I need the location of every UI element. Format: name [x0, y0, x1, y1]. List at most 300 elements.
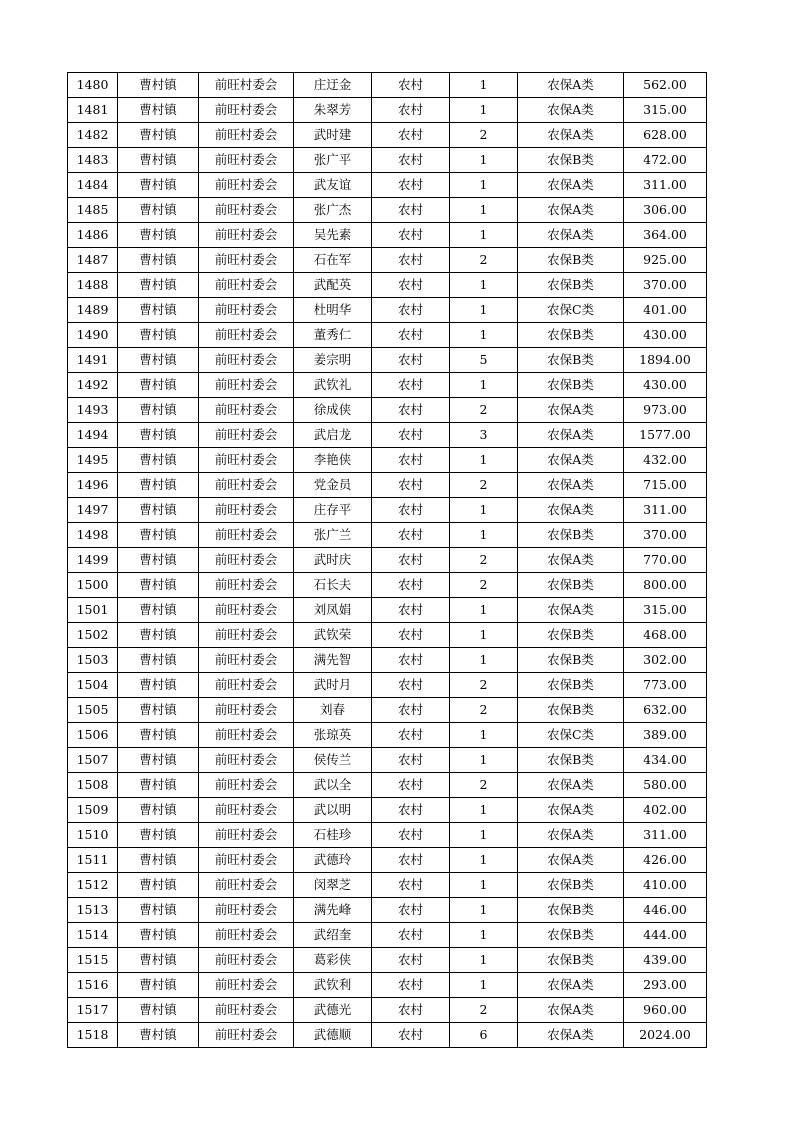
table-row — [68, 573, 707, 598]
name-cell: 闵翠芝 — [294, 873, 372, 898]
insurance-category-cell: 农保A类 — [518, 773, 624, 798]
member-count-cell: 1 — [450, 373, 518, 398]
row-number-cell: 1493 — [68, 398, 118, 423]
table-row — [68, 548, 707, 573]
table-row — [68, 823, 707, 848]
village-committee-cell: 前旺村委会 — [199, 148, 294, 173]
amount-cell: 1577.00 — [624, 423, 707, 448]
member-count-cell: 2 — [450, 998, 518, 1023]
name-cell: 刘凤娟 — [294, 598, 372, 623]
table-row — [68, 398, 707, 423]
village-committee-cell: 前旺村委会 — [199, 523, 294, 548]
village-committee-cell: 前旺村委会 — [199, 323, 294, 348]
amount-cell: 800.00 — [624, 573, 707, 598]
table-row — [68, 498, 707, 523]
town-cell: 曹村镇 — [118, 798, 199, 823]
amount-cell: 632.00 — [624, 698, 707, 723]
name-cell: 张广杰 — [294, 198, 372, 223]
row-number-cell: 1498 — [68, 523, 118, 548]
town-cell: 曹村镇 — [118, 148, 199, 173]
member-count-cell: 1 — [450, 748, 518, 773]
village-committee-cell: 前旺村委会 — [199, 698, 294, 723]
table-row — [68, 848, 707, 873]
insurance-category-cell: 农保B类 — [518, 898, 624, 923]
household-type-cell: 农村 — [372, 373, 450, 398]
member-count-cell: 1 — [450, 198, 518, 223]
member-count-cell: 1 — [450, 923, 518, 948]
insurance-category-cell: 农保A类 — [518, 223, 624, 248]
village-committee-cell: 前旺村委会 — [199, 548, 294, 573]
table-row — [68, 373, 707, 398]
row-number-cell: 1509 — [68, 798, 118, 823]
household-type-cell: 农村 — [372, 198, 450, 223]
member-count-cell: 1 — [450, 273, 518, 298]
household-type-cell: 农村 — [372, 423, 450, 448]
name-cell: 刘春 — [294, 698, 372, 723]
row-number-cell: 1500 — [68, 573, 118, 598]
member-count-cell: 5 — [450, 348, 518, 373]
household-type-cell: 农村 — [372, 973, 450, 998]
name-cell: 武配英 — [294, 273, 372, 298]
amount-cell: 562.00 — [624, 73, 707, 98]
village-committee-cell: 前旺村委会 — [199, 473, 294, 498]
insurance-category-cell: 农保A类 — [518, 598, 624, 623]
town-cell: 曹村镇 — [118, 573, 199, 598]
town-cell: 曹村镇 — [118, 223, 199, 248]
member-count-cell: 1 — [450, 973, 518, 998]
row-number-cell: 1510 — [68, 823, 118, 848]
village-committee-cell: 前旺村委会 — [199, 673, 294, 698]
insurance-category-cell: 农保A类 — [518, 998, 624, 1023]
household-type-cell: 农村 — [372, 473, 450, 498]
amount-cell: 401.00 — [624, 298, 707, 323]
allowance-table — [67, 72, 707, 1048]
insurance-category-cell: 农保B类 — [518, 323, 624, 348]
household-type-cell: 农村 — [372, 848, 450, 873]
village-committee-cell: 前旺村委会 — [199, 498, 294, 523]
village-committee-cell: 前旺村委会 — [199, 748, 294, 773]
amount-cell: 430.00 — [624, 323, 707, 348]
town-cell: 曹村镇 — [118, 448, 199, 473]
household-type-cell: 农村 — [372, 173, 450, 198]
insurance-category-cell: 农保B类 — [518, 673, 624, 698]
household-type-cell: 农村 — [372, 248, 450, 273]
town-cell: 曹村镇 — [118, 98, 199, 123]
household-type-cell: 农村 — [372, 498, 450, 523]
insurance-category-cell: 农保B类 — [518, 523, 624, 548]
table-row — [68, 248, 707, 273]
row-number-cell: 1503 — [68, 648, 118, 673]
insurance-category-cell: 农保B类 — [518, 573, 624, 598]
household-type-cell: 农村 — [372, 523, 450, 548]
town-cell: 曹村镇 — [118, 423, 199, 448]
row-number-cell: 1482 — [68, 123, 118, 148]
amount-cell: 973.00 — [624, 398, 707, 423]
name-cell: 朱翠芳 — [294, 98, 372, 123]
insurance-category-cell: 农保A类 — [518, 548, 624, 573]
member-count-cell: 2 — [450, 698, 518, 723]
household-type-cell: 农村 — [372, 98, 450, 123]
household-type-cell: 农村 — [372, 648, 450, 673]
member-count-cell: 2 — [450, 548, 518, 573]
household-type-cell: 农村 — [372, 598, 450, 623]
household-type-cell: 农村 — [372, 948, 450, 973]
row-number-cell: 1480 — [68, 73, 118, 98]
amount-cell: 402.00 — [624, 798, 707, 823]
table-row — [68, 1023, 707, 1048]
member-count-cell: 1 — [450, 223, 518, 248]
row-number-cell: 1512 — [68, 873, 118, 898]
town-cell: 曹村镇 — [118, 373, 199, 398]
town-cell: 曹村镇 — [118, 523, 199, 548]
name-cell: 侯传兰 — [294, 748, 372, 773]
name-cell: 张广平 — [294, 148, 372, 173]
row-number-cell: 1481 — [68, 98, 118, 123]
amount-cell: 925.00 — [624, 248, 707, 273]
amount-cell: 311.00 — [624, 173, 707, 198]
village-committee-cell: 前旺村委会 — [199, 998, 294, 1023]
insurance-category-cell: 农保B类 — [518, 648, 624, 673]
row-number-cell: 1486 — [68, 223, 118, 248]
row-number-cell: 1485 — [68, 198, 118, 223]
amount-cell: 426.00 — [624, 848, 707, 873]
household-type-cell: 农村 — [372, 773, 450, 798]
table-row — [68, 73, 707, 98]
member-count-cell: 1 — [450, 448, 518, 473]
village-committee-cell: 前旺村委会 — [199, 298, 294, 323]
insurance-category-cell: 农保A类 — [518, 448, 624, 473]
table-row — [68, 873, 707, 898]
insurance-category-cell: 农保B类 — [518, 348, 624, 373]
table-row — [68, 448, 707, 473]
insurance-category-cell: 农保A类 — [518, 123, 624, 148]
insurance-category-cell: 农保B类 — [518, 698, 624, 723]
member-count-cell: 2 — [450, 473, 518, 498]
household-type-cell: 农村 — [372, 873, 450, 898]
table-row — [68, 898, 707, 923]
name-cell: 满先峰 — [294, 898, 372, 923]
amount-cell: 770.00 — [624, 548, 707, 573]
row-number-cell: 1484 — [68, 173, 118, 198]
member-count-cell: 1 — [450, 73, 518, 98]
household-type-cell: 农村 — [372, 398, 450, 423]
town-cell: 曹村镇 — [118, 873, 199, 898]
member-count-cell: 6 — [450, 1023, 518, 1048]
household-type-cell: 农村 — [372, 73, 450, 98]
village-committee-cell: 前旺村委会 — [199, 773, 294, 798]
amount-cell: 389.00 — [624, 723, 707, 748]
row-number-cell: 1504 — [68, 673, 118, 698]
row-number-cell: 1490 — [68, 323, 118, 348]
name-cell: 武钦利 — [294, 973, 372, 998]
table-row — [68, 523, 707, 548]
insurance-category-cell: 农保A类 — [518, 73, 624, 98]
table-row — [68, 173, 707, 198]
town-cell: 曹村镇 — [118, 248, 199, 273]
table-row — [68, 923, 707, 948]
insurance-category-cell: 农保C类 — [518, 298, 624, 323]
table-row — [68, 148, 707, 173]
amount-cell: 315.00 — [624, 98, 707, 123]
name-cell: 武启龙 — [294, 423, 372, 448]
name-cell: 姜宗明 — [294, 348, 372, 373]
amount-cell: 444.00 — [624, 923, 707, 948]
row-number-cell: 1488 — [68, 273, 118, 298]
table-row — [68, 998, 707, 1023]
town-cell: 曹村镇 — [118, 348, 199, 373]
village-committee-cell: 前旺村委会 — [199, 248, 294, 273]
name-cell: 武时月 — [294, 673, 372, 698]
member-count-cell: 1 — [450, 723, 518, 748]
village-committee-cell: 前旺村委会 — [199, 973, 294, 998]
name-cell: 武德光 — [294, 998, 372, 1023]
table-row — [68, 323, 707, 348]
insurance-category-cell: 农保B类 — [518, 373, 624, 398]
amount-cell: 430.00 — [624, 373, 707, 398]
town-cell: 曹村镇 — [118, 673, 199, 698]
insurance-category-cell: 农保A类 — [518, 398, 624, 423]
village-committee-cell: 前旺村委会 — [199, 648, 294, 673]
household-type-cell: 农村 — [372, 148, 450, 173]
household-type-cell: 农村 — [372, 698, 450, 723]
amount-cell: 773.00 — [624, 673, 707, 698]
table-row — [68, 748, 707, 773]
name-cell: 武钦礼 — [294, 373, 372, 398]
member-count-cell: 1 — [450, 823, 518, 848]
insurance-category-cell: 农保A类 — [518, 1023, 624, 1048]
village-committee-cell: 前旺村委会 — [199, 348, 294, 373]
name-cell: 党金员 — [294, 473, 372, 498]
table-row — [68, 798, 707, 823]
amount-cell: 311.00 — [624, 498, 707, 523]
name-cell: 武德玲 — [294, 848, 372, 873]
name-cell: 石在军 — [294, 248, 372, 273]
row-number-cell: 1491 — [68, 348, 118, 373]
amount-cell: 311.00 — [624, 823, 707, 848]
name-cell: 董秀仁 — [294, 323, 372, 348]
amount-cell: 302.00 — [624, 648, 707, 673]
name-cell: 武钦荣 — [294, 623, 372, 648]
village-committee-cell: 前旺村委会 — [199, 73, 294, 98]
amount-cell: 628.00 — [624, 123, 707, 148]
name-cell: 李艳侠 — [294, 448, 372, 473]
household-type-cell: 农村 — [372, 623, 450, 648]
member-count-cell: 1 — [450, 298, 518, 323]
name-cell: 武德顺 — [294, 1023, 372, 1048]
insurance-category-cell: 农保A类 — [518, 823, 624, 848]
household-type-cell: 农村 — [372, 723, 450, 748]
table-row — [68, 623, 707, 648]
amount-cell: 715.00 — [624, 473, 707, 498]
member-count-cell: 2 — [450, 123, 518, 148]
name-cell: 杜明华 — [294, 298, 372, 323]
town-cell: 曹村镇 — [118, 748, 199, 773]
table-row — [68, 223, 707, 248]
village-committee-cell: 前旺村委会 — [199, 873, 294, 898]
name-cell: 庄存平 — [294, 498, 372, 523]
household-type-cell: 农村 — [372, 123, 450, 148]
member-count-cell: 1 — [450, 148, 518, 173]
table-row — [68, 348, 707, 373]
name-cell: 武绍奎 — [294, 923, 372, 948]
town-cell: 曹村镇 — [118, 848, 199, 873]
name-cell: 张琼英 — [294, 723, 372, 748]
amount-cell: 472.00 — [624, 148, 707, 173]
village-committee-cell: 前旺村委会 — [199, 173, 294, 198]
village-committee-cell: 前旺村委会 — [199, 273, 294, 298]
town-cell: 曹村镇 — [118, 923, 199, 948]
amount-cell: 2024.00 — [624, 1023, 707, 1048]
member-count-cell: 1 — [450, 623, 518, 648]
row-number-cell: 1494 — [68, 423, 118, 448]
household-type-cell: 农村 — [372, 748, 450, 773]
row-number-cell: 1483 — [68, 148, 118, 173]
town-cell: 曹村镇 — [118, 948, 199, 973]
household-type-cell: 农村 — [372, 223, 450, 248]
table-row — [68, 773, 707, 798]
village-committee-cell: 前旺村委会 — [199, 573, 294, 598]
name-cell: 葛彩侠 — [294, 948, 372, 973]
household-type-cell: 农村 — [372, 273, 450, 298]
table-row — [68, 123, 707, 148]
insurance-category-cell: 农保C类 — [518, 723, 624, 748]
household-type-cell: 农村 — [372, 348, 450, 373]
insurance-category-cell: 农保B类 — [518, 948, 624, 973]
table-row — [68, 273, 707, 298]
table-row — [68, 298, 707, 323]
name-cell: 石长夫 — [294, 573, 372, 598]
table-row — [68, 198, 707, 223]
village-committee-cell: 前旺村委会 — [199, 823, 294, 848]
amount-cell: 468.00 — [624, 623, 707, 648]
town-cell: 曹村镇 — [118, 298, 199, 323]
insurance-category-cell: 农保B类 — [518, 748, 624, 773]
table-row — [68, 473, 707, 498]
row-number-cell: 1507 — [68, 748, 118, 773]
table-row — [68, 723, 707, 748]
town-cell: 曹村镇 — [118, 623, 199, 648]
town-cell: 曹村镇 — [118, 898, 199, 923]
town-cell: 曹村镇 — [118, 648, 199, 673]
town-cell: 曹村镇 — [118, 473, 199, 498]
member-count-cell: 2 — [450, 573, 518, 598]
member-count-cell: 1 — [450, 873, 518, 898]
insurance-category-cell: 农保A类 — [518, 973, 624, 998]
member-count-cell: 1 — [450, 948, 518, 973]
row-number-cell: 1508 — [68, 773, 118, 798]
name-cell: 庄迂金 — [294, 73, 372, 98]
amount-cell: 370.00 — [624, 523, 707, 548]
town-cell: 曹村镇 — [118, 173, 199, 198]
member-count-cell: 1 — [450, 98, 518, 123]
village-committee-cell: 前旺村委会 — [199, 423, 294, 448]
village-committee-cell: 前旺村委会 — [199, 373, 294, 398]
village-committee-cell: 前旺村委会 — [199, 848, 294, 873]
row-number-cell: 1515 — [68, 948, 118, 973]
amount-cell: 1894.00 — [624, 348, 707, 373]
member-count-cell: 2 — [450, 673, 518, 698]
amount-cell: 580.00 — [624, 773, 707, 798]
village-committee-cell: 前旺村委会 — [199, 798, 294, 823]
member-count-cell: 2 — [450, 398, 518, 423]
name-cell: 武时建 — [294, 123, 372, 148]
amount-cell: 364.00 — [624, 223, 707, 248]
row-number-cell: 1518 — [68, 1023, 118, 1048]
amount-cell: 432.00 — [624, 448, 707, 473]
row-number-cell: 1489 — [68, 298, 118, 323]
table-row — [68, 673, 707, 698]
town-cell: 曹村镇 — [118, 73, 199, 98]
household-type-cell: 农村 — [372, 548, 450, 573]
row-number-cell: 1492 — [68, 373, 118, 398]
town-cell: 曹村镇 — [118, 123, 199, 148]
row-number-cell: 1513 — [68, 898, 118, 923]
town-cell: 曹村镇 — [118, 273, 199, 298]
row-number-cell: 1495 — [68, 448, 118, 473]
village-committee-cell: 前旺村委会 — [199, 98, 294, 123]
name-cell: 满先智 — [294, 648, 372, 673]
row-number-cell: 1505 — [68, 698, 118, 723]
village-committee-cell: 前旺村委会 — [199, 223, 294, 248]
name-cell: 张广兰 — [294, 523, 372, 548]
amount-cell: 315.00 — [624, 598, 707, 623]
insurance-category-cell: 农保B类 — [518, 873, 624, 898]
insurance-category-cell: 农保A类 — [518, 498, 624, 523]
village-committee-cell: 前旺村委会 — [199, 598, 294, 623]
amount-cell: 960.00 — [624, 998, 707, 1023]
household-type-cell: 农村 — [372, 898, 450, 923]
amount-cell: 434.00 — [624, 748, 707, 773]
household-type-cell: 农村 — [372, 573, 450, 598]
amount-cell: 410.00 — [624, 873, 707, 898]
town-cell: 曹村镇 — [118, 323, 199, 348]
amount-cell: 293.00 — [624, 973, 707, 998]
insurance-category-cell: 农保B类 — [518, 923, 624, 948]
household-type-cell: 农村 — [372, 298, 450, 323]
name-cell: 武以明 — [294, 798, 372, 823]
member-count-cell: 1 — [450, 648, 518, 673]
row-number-cell: 1516 — [68, 973, 118, 998]
member-count-cell: 1 — [450, 598, 518, 623]
name-cell: 武友谊 — [294, 173, 372, 198]
row-number-cell: 1502 — [68, 623, 118, 648]
member-count-cell: 3 — [450, 423, 518, 448]
row-number-cell: 1496 — [68, 473, 118, 498]
amount-cell: 439.00 — [624, 948, 707, 973]
member-count-cell: 1 — [450, 323, 518, 348]
member-count-cell: 1 — [450, 898, 518, 923]
village-committee-cell: 前旺村委会 — [199, 1023, 294, 1048]
household-type-cell: 农村 — [372, 448, 450, 473]
village-committee-cell: 前旺村委会 — [199, 398, 294, 423]
village-committee-cell: 前旺村委会 — [199, 198, 294, 223]
household-type-cell: 农村 — [372, 323, 450, 348]
town-cell: 曹村镇 — [118, 498, 199, 523]
town-cell: 曹村镇 — [118, 973, 199, 998]
insurance-category-cell: 农保B类 — [518, 148, 624, 173]
insurance-category-cell: 农保A类 — [518, 423, 624, 448]
household-type-cell: 农村 — [372, 798, 450, 823]
village-committee-cell: 前旺村委会 — [199, 923, 294, 948]
town-cell: 曹村镇 — [118, 698, 199, 723]
town-cell: 曹村镇 — [118, 723, 199, 748]
row-number-cell: 1506 — [68, 723, 118, 748]
member-count-cell: 1 — [450, 523, 518, 548]
insurance-category-cell: 农保B类 — [518, 273, 624, 298]
amount-cell: 446.00 — [624, 898, 707, 923]
row-number-cell: 1517 — [68, 998, 118, 1023]
table-row — [68, 698, 707, 723]
